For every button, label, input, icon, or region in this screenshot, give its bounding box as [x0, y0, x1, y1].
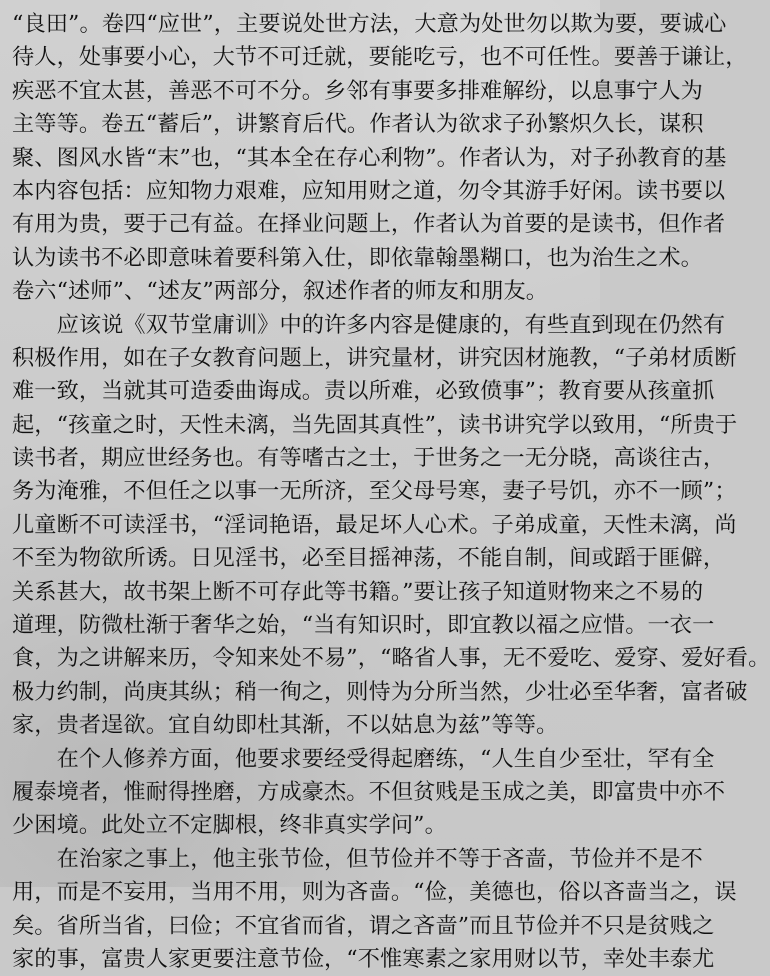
body-text-block: [12, 8, 770, 976]
text-line-7: 有用为贵，要于己有益。在择业问题上，作者认为首要的是读书，但作者: [12, 211, 726, 238]
text-line-2: 待人，处事要小心，大节不可迁就，要能吃亏，也不可任性。要善于谦让，: [12, 44, 748, 71]
text-line-1: “良田”。卷四“应世”，主要说处世方法，大意为处世勿以欺为要，要诚心: [12, 11, 727, 37]
text-line-6: 本内容包括：应知物力艰难，应知用财之道，勿令其游手好闲。读书要以: [12, 177, 726, 204]
text-line-3: 疾恶不宜太甚，善恶不可不分。乡邻有事要多排难解纷，以息事宁人为: [12, 77, 703, 104]
text-line-8: 认为读书不必即意味着要科第入仕，即依靠翰墨糊口，也为治生之术。: [12, 244, 703, 271]
text-line-16: 儿童断不可读淫书，“淫词艳语，最足坏人心术。子弟成童，天性未漓，尚: [12, 511, 737, 538]
text-line-22: 家，贵者逞欲。宜自幼即杜其渐，不以姑息为兹”等等。: [12, 712, 559, 739]
text-line-10: 应该说《双节堂庸训》中的许多内容是健康的，有些直到现在仍然有: [12, 311, 726, 338]
text-line-11: 积极作用，如在子女教育问题上，讲究量材，讲究因材施教，“子弟材质断: [12, 344, 737, 371]
text-line-18: 关系甚大，故书架上断不可存此等书籍。”要让孩子知道财物来之不易的: [12, 578, 704, 605]
text-line-14: 读书者，期应世经务也。有等嗜古之士，于世务之一无分晓，高谈往古，: [12, 445, 726, 472]
text-line-19: 道理，防微杜渐于奢华之始，“当有知识时，即宜教以福之应惜。一衣一: [12, 612, 715, 639]
text-line-20: 食，为之讲解来历，令知来处不易”，“略省人事，无不爱吃、爱穿、爱好看。: [12, 645, 770, 672]
text-line-15: 务为淹雅，不但任之以事一无所济，至父母号寒，妻子号饥，亦不一顾”；: [12, 478, 737, 505]
text-line-12: 难一致，当就其可造委曲诲成。责以所难，必致偾事”；教育要从孩童抓: [12, 378, 715, 405]
text-line-4: 主等等。卷五“蓄后”，讲繁育后代。作者认为欲求子孙繁炽久长，谋积: [12, 111, 704, 138]
text-line-17: 不至为物欲所诱。日见淫书，必至目摇神荡，不能自制，间或蹈于匪僻，: [12, 545, 726, 572]
text-line-9: 卷六“述师”、“述友”两部分，叙述作者的师友和朋友。: [12, 278, 549, 305]
text-line-5: 聚、图风水皆“末”也，“其本全在存心利物”。作者认为，对子孙教育的基: [12, 144, 727, 171]
text-line-29: 家的事，富贵人家更要注意节俭，“不惟寒素之家用财以节，幸处丰泰尤: [12, 945, 715, 972]
text-line-23: 在个人修养方面，他要求要经受得起磨练，“人生自少至壮，罕有全: [12, 745, 715, 772]
text-line-24: 履泰境者，惟耐得挫磨，方成豪杰。不但贫贱是玉成之美，即富贵中亦不: [12, 778, 726, 805]
text-line-28: 矣。省所当省，曰俭；不宜省而省，谓之吝啬”而且节俭并不只是贫贱之: [12, 912, 715, 939]
text-line-25: 少困境。此处立不定脚根，终非真实学问”。: [12, 812, 447, 839]
text-line-13: 起，“孩童之时，天性未漓，当先固其真性”，读书讲究学以致用，“所贵于: [12, 411, 738, 438]
text-line-27: 用，而是不妄用，当用不用，则为吝啬。“俭，美德也，俗以吝啬当之，误: [12, 879, 737, 906]
text-line-26: 在治家之事上，他主张节俭，但节俭并不等于吝啬，节俭并不是不: [12, 845, 703, 872]
text-line-21: 极力约制，尚庚其纵；稍一徇之，则恃为分所当然，少壮必至华奢，富者破: [12, 678, 748, 705]
